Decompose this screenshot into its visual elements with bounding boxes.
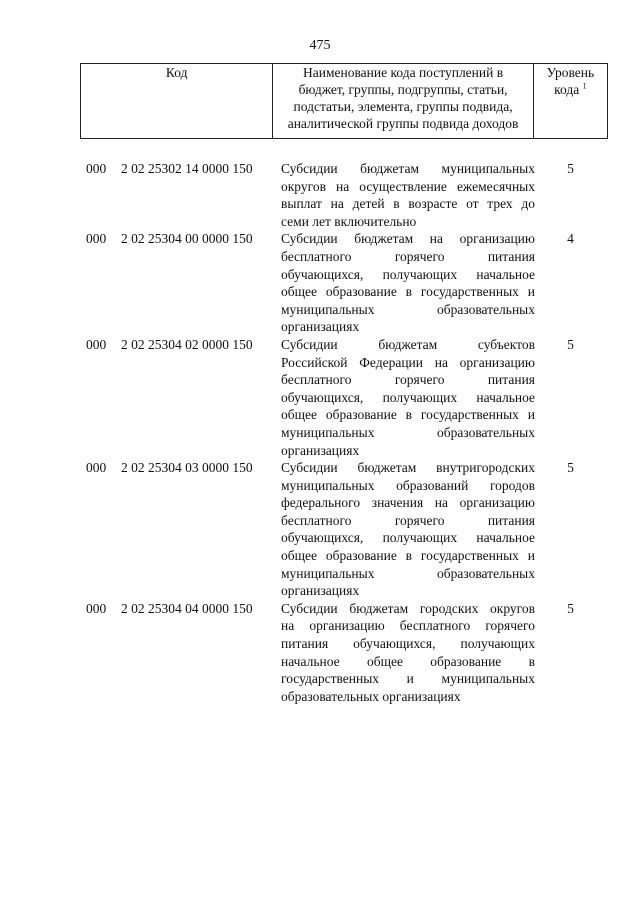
row-description-line: федерального значения на организацию [281,495,535,511]
row-description [281,600,535,706]
row-description [281,160,535,230]
row-code-prefix: 000 [86,161,107,176]
row-description-line: муниципальных образований городов [281,477,535,493]
row-description-line: Субсидии бюджетам внутригородских [281,460,535,476]
row-description-line: Субсидии бюджетам городских округов [281,600,535,616]
header-level-line: Уровень [546,65,595,80]
row-description-line: общее образование в государственных и [281,548,535,564]
table-row [86,600,606,706]
row-description-line: бесплатного горячего питания [281,372,535,388]
header-name-line: Наименование кода поступлений в [303,65,504,80]
header-name-line: подстатьи, элемента, группы подвида, [293,99,513,114]
row-description-line: организациях [281,442,360,458]
row-level: 4 [567,231,574,247]
row-description-line: на организацию бесплатного горячего [281,618,535,634]
header-name [273,64,533,139]
row-description-line: государственных и муниципальных [281,671,535,687]
row-description-line: организациях [281,583,360,599]
row-description-line: Субсидии бюджетам на организацию [281,231,535,247]
row-description [281,459,535,600]
row-description-line: обучающихся, получающих начальное [281,389,535,405]
row-code: 2 02 25304 00 0000 150 [121,231,253,247]
row-description-line: муниципальных образовательных [281,565,535,581]
row-description-line: Субсидии бюджетам муниципальных [281,161,535,176]
row-description-line: выплат на детей в возрасте от трех до [281,196,535,212]
row-code-prefix: 000 [86,600,107,616]
header-code: Код [81,64,273,139]
page-number: 475 [309,38,331,53]
column-header-table [80,63,608,139]
row-description [281,230,535,336]
row-code: 2 02 25302 14 0000 150 [121,161,253,176]
row-description-line: округов на осуществление ежемесячных [281,178,535,194]
row-description-line: питания обучающихся, получающих [281,636,535,652]
row-description-line: организациях [281,319,360,335]
row-description-line: Российской Федерации на организацию [281,354,535,370]
row-level: 5 [567,600,574,616]
footnote-marker: 1 [582,81,587,91]
row-description-line: обучающихся, получающих начальное [281,266,535,282]
row-description [281,336,535,459]
row-description-line: бесплатного горячего питания [281,248,535,264]
table-row [86,459,606,600]
row-description-line: Субсидии бюджетам субъектов [281,336,535,352]
row-code-prefix: 000 [86,231,107,247]
row-description-line: общее образование в государственных и [281,284,535,300]
table-row [86,230,606,336]
row-code: 2 02 25304 03 0000 150 [121,460,253,476]
row-description-line: муниципальных образовательных [281,424,535,440]
header-name-line: аналитической группы подвида доходов [287,116,519,131]
header-level [533,64,607,139]
row-description-line: муниципальных образовательных [281,301,535,317]
row-code-prefix: 000 [86,460,107,476]
code-rows [86,160,606,705]
table-row [86,336,606,459]
header-level-word: кода [554,82,580,97]
table-row [86,160,606,230]
header-name-line: бюджет, группы, подгруппы, статьи, [298,82,508,97]
row-code: 2 02 25304 02 0000 150 [121,336,253,352]
row-description-line: образовательных организациях [281,688,461,704]
row-description-line: начальное общее образование в [281,653,535,669]
row-description-line: общее образование в государственных и [281,407,535,423]
row-level: 5 [567,336,574,352]
row-description-line: бесплатного горячего питания [281,512,535,528]
row-code: 2 02 25304 04 0000 150 [121,600,253,616]
row-description-line: обучающихся, получающих начальное [281,530,535,546]
row-level: 5 [567,161,574,176]
row-code-prefix: 000 [86,336,107,352]
row-description-line: семи лет включительно [281,213,417,229]
row-level: 5 [567,460,574,476]
column-header-row [81,64,608,139]
header-level-line [536,81,605,98]
